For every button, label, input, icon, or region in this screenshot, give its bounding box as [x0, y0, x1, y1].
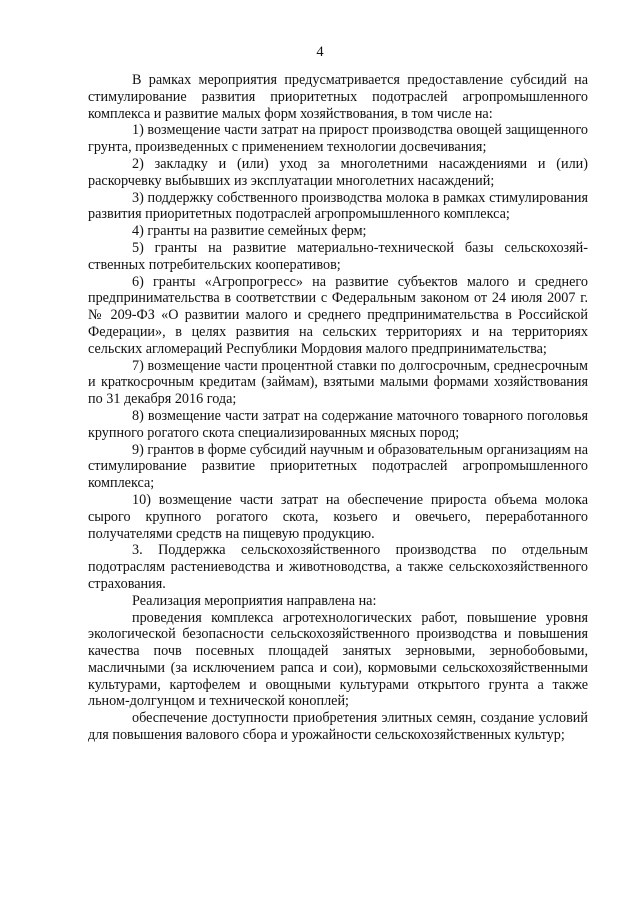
list-item-1: 1) возмещение части затрат на прирост производства овощей защищенного грунта, произведенных с применением технологии досвечивания; [88, 122, 589, 156]
list-item-10: 10) возмещение части затрат на обеспечение прироста объема молока сырого крупного рогатого скота, козьего и овечьего, переработанного получателями средств на пищевую продукцию. [88, 491, 588, 542]
paragraph-intro: В рамках мероприятия предусматривается предоставление субсидий на стимулирование развития приоритетных подотраслей агропромышленного комплекса и развитие малых форм хозяйствования, в том числе на: [88, 72, 588, 122]
page-number: 4 [316, 44, 324, 60]
list-item-7: 7) возмещение части процентной ставки по долгосрочным, среднесрочным и краткосрочным кредитам (займам), взятыми малыми формами хозяйствования по 31 декабря 2016 года; [88, 357, 588, 408]
list-item-6: 6) гранты «Агропрогресс» на развитие субъектов малого и среднего предпринимательства в соответствии с Федеральным законом от 24 июля 2007 г. № 209-ФЗ «О развитии малого и среднего предпринимательства в Российской Федерации», в целях развития на сельских территориях и на территориях сельских агломераций Республики Мордовия малого предпринимательства; [88, 273, 588, 357]
document-body [88, 72, 588, 744]
implementation-item-agrotech: проведения комплекса агротехнологических работ, повышение уровня экологической безопасности сельскохозяйственного производства и повышения качества почв посевных площадей занятых зерновыми, зернобобовыми, масличными (за исключением рапса и сои), кормовыми сельскохозяйственными культурами, картофелем и овощными культурами открытого грунта а также льном-долгунцом и технической коноплей; [88, 609, 588, 710]
list-item-3: 3) поддержку собственного производства молока в рамках стимулирования развития приоритетных подотраслей агропромышленного комплекса; [88, 189, 588, 223]
implementation-item-seeds: обеспечение доступности приобретения элитных семян, создание условий для повышения валового сбора и урожайности сельскохозяйственных культур; [88, 710, 588, 744]
implementation-intro: Реализация мероприятия направлена на: [132, 592, 377, 609]
list-item-4: 4) гранты на развитие семейных ферм; [132, 223, 367, 240]
section-3-paragraph: 3. Поддержка сельскохозяйственного производства по отдельным подотраслям растениеводства и животноводства, а также сельскохозяйственного страхования. [88, 542, 588, 592]
list-item-8: 8) возмещение части затрат на содержание маточного товарного поголовья крупного рогатого скота специализированных мясных пород; [88, 407, 588, 441]
list-item-2: 2) закладку и (или) уход за многолетними насаждениями и (или) раскорчевку выбывших из эксплуатации многолетних насаждений; [88, 155, 588, 189]
list-item-9: 9) грантов в форме субсидий научным и образовательным организациям на стимулирование развитие приоритетных подотраслей агропромышленного комплекса; [88, 441, 588, 492]
list-item-5: 5) гранты на развитие материально-технической базы сельскохозяйственных потребительских кооперативов; [88, 239, 588, 273]
